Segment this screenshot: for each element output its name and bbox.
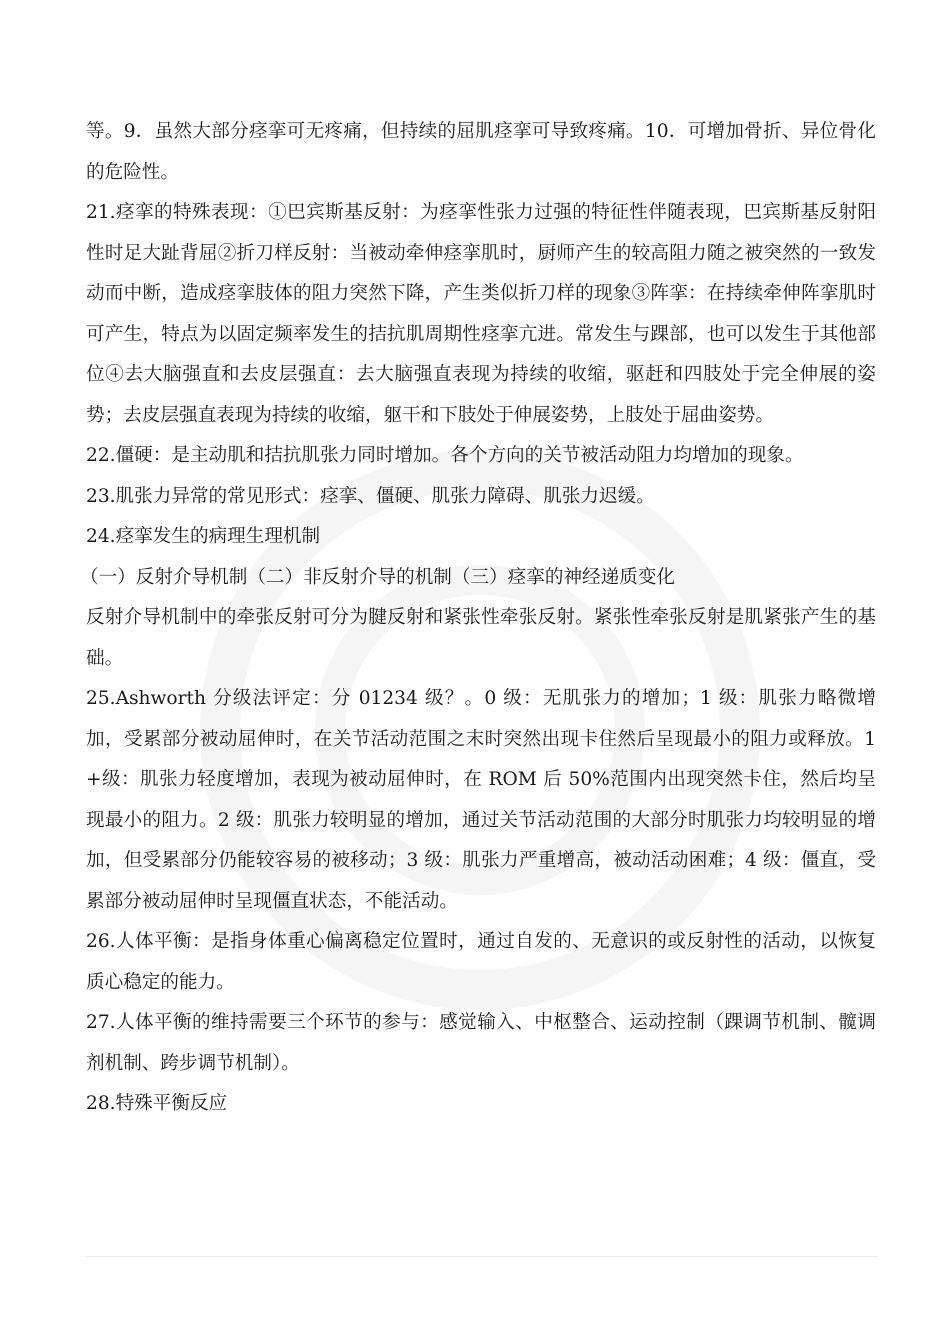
paragraph-item-22: 22.僵硬：是主动肌和拮抗肌张力同时增加。各个方向的关节被活动阻力均增加的现象。 (86, 445, 804, 466)
paragraph-item-23: 23.肌张力异常的常见形式：痉挛、僵硬、肌张力障碍、肌张力迟缓。 (86, 485, 655, 507)
paragraph-mechanisms-list: （一）反射介导机制（二）非反射介导的机制（三）痉挛的神经递质变化 (80, 566, 676, 588)
footer-divider (86, 1256, 878, 1257)
paragraph-item-21: 21.痉挛的特殊表现：①巴宾斯基反射：为痉挛性张力过强的特征性伴随表现，巴宾斯基反射阳性时足大趾背屈②折刀样反射：当被动牵伸痉挛肌时，厨师产生的较高阻力随之被突然的一致发动而中断，造成痉挛肢体的阻力突然下降，产生类似折刀样的现象③阵挛：在持续牵伸阵挛肌时可产生，特点为以固定频率发生的拮抗肌周期性痉挛亢进。常发生与踝部，也可以发生于其他部位④去大脑强直和去皮层强直：去大脑强直表现为持续的收缩，驱赶和四肢处于完全伸展的姿势；去皮层强直表现为持续的收缩，躯干和下肢处于伸展姿势，上肢处于屈曲姿势。 (86, 202, 876, 426)
paragraph-item-25: 25.Ashworth 分级法评定：分 01234 级？。0 级：无肌张力的增加；1 级：肌张力略微增加，受累部分被动屈伸时，在关节活动范围之末时突然出现卡住然后呈现最小的阻力或释放。1+级：肌张力轻度增加，表现为被动屈伸时，在 ROM 后 50%范围内出现突然卡住，然后均呈现最小的阻力。2 级：肌张力较明显的增加，通过关节活动范围的大部分时肌张力均较明显的增加，但受累部分仍能较容易的被移动；3 级：肌张力严重增高，被动活动困难；4 级：僵直，受累部分被动屈伸时呈现僵直状态，不能活动。 (86, 688, 876, 912)
paragraph-item-24: 24.痉挛发生的病理生理机制 (86, 526, 321, 547)
paragraph-stretch-reflex: 反射介导机制中的牵张反射可分为腱反射和紧张性牵张反射。紧张性牵张反射是肌紧张产生的基础。 (86, 607, 876, 669)
paragraph-continuation: 等。9．虽然大部分痉挛可无疼痛，但持续的屈肌痉挛可导致疼痛。10．可增加骨折、异位骨化的危险性。 (86, 121, 876, 183)
paragraph-item-26: 26.人体平衡：是指身体重心偏离稳定位置时，通过自发的、无意识的或反射性的活动，以恢复质心稳定的能力。 (86, 931, 876, 993)
paragraph-item-27: 27.人体平衡的维持需要三个环节的参与：感觉输入、中枢整合、运动控制（踝调节机制、髋调剂机制、跨步调节机制）。 (86, 1012, 876, 1074)
document-body (80, 112, 876, 1125)
paragraph-item-28: 28.特殊平衡反应 (86, 1093, 228, 1114)
